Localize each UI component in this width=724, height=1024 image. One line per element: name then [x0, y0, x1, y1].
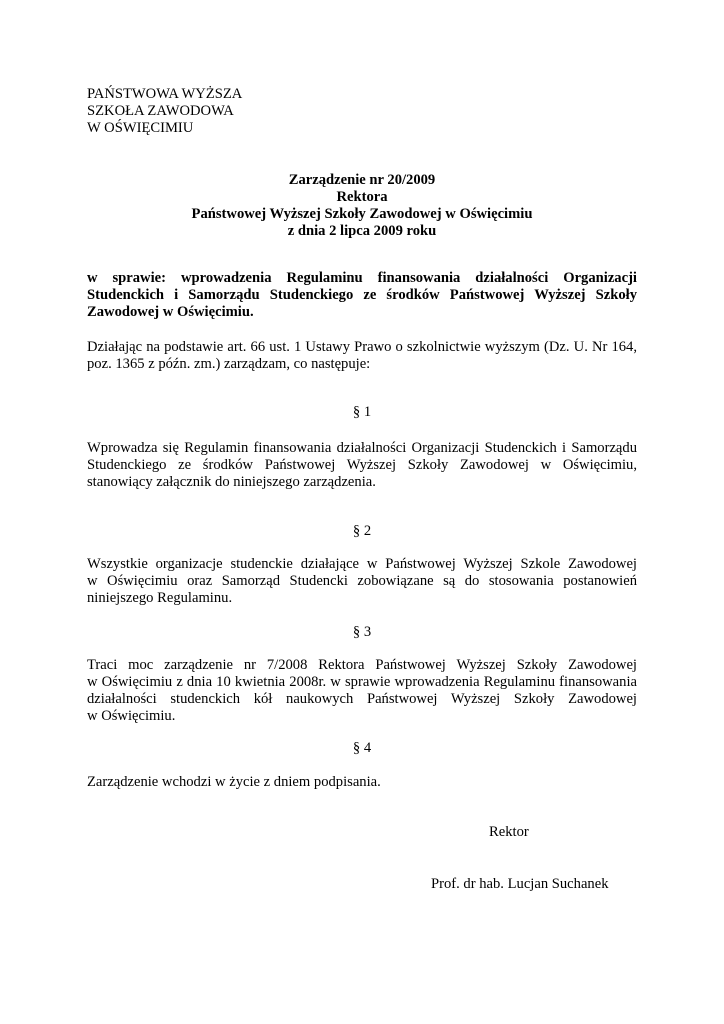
section-heading: § 1 — [352, 404, 372, 420]
subject-line: w sprawie: wprowadzenia Regulaminu finansowania działalności Organizacji — [87, 270, 637, 286]
section-heading: § 2 — [352, 523, 372, 539]
section-heading: § 4 — [352, 740, 372, 756]
section-line: w Oświęcimiu z dnia 10 kwietnia 2008r. w sprawie wprowadzenia Regulaminu finansowania — [87, 674, 637, 690]
legal-basis-line: poz. 1365 z późn. zm.) zarządzam, co następuje: — [87, 356, 371, 372]
subject-line: Zawodowej w Oświęcimiu. — [87, 304, 254, 320]
section-line: niniejszego Regulaminu. — [87, 590, 233, 606]
institution-line: W OŚWIĘCIMIU — [87, 120, 194, 136]
section-line: działalności studenckich kół naukowych Państwowej Wyższej Szkoły Zawodowej — [87, 691, 637, 707]
section-line: stanowiący załącznik do niniejszego zarządzenia. — [87, 474, 376, 490]
document-title — [87, 172, 637, 240]
title-line: Państwowej Wyższej Szkoły Zawodowej w Oświęcimiu — [191, 206, 533, 222]
subject-line: Studenckich i Samorządu Studenckiego ze środków Państwowej Wyższej Szkoły — [87, 287, 637, 303]
section-paragraph — [87, 556, 637, 607]
legal-basis-paragraph — [87, 339, 637, 373]
title-line: Rektora — [336, 189, 388, 205]
section-heading: § 3 — [352, 624, 372, 640]
section-paragraph — [87, 440, 637, 491]
subject-paragraph — [87, 270, 637, 321]
section-line: Zarządzenie wchodzi w życie z dniem podpisania. — [87, 774, 381, 790]
signature-name: Prof. dr hab. Lucjan Suchanek — [431, 876, 609, 892]
institution-header — [87, 86, 242, 137]
section-line: w Oświęcimiu oraz Samorząd Studencki zobowiązane są do stosowania postanowień — [87, 573, 637, 589]
section-line: Wszystkie organizacje studenckie działające w Państwowej Wyższej Szkole Zawodowej — [87, 556, 637, 572]
title-line: Zarządzenie nr 20/2009 — [288, 172, 436, 188]
signature-title: Rektor — [489, 824, 529, 840]
section-line: Studenckiego ze środków Państwowej Wyższej Szkoły Zawodowej w Oświęcimiu, — [87, 457, 637, 473]
institution-line: SZKOŁA ZAWODOWA — [87, 103, 234, 119]
section-paragraph — [87, 774, 381, 791]
section-line: Wprowadza się Regulamin finansowania działalności Organizacji Studenckich i Samorządu — [87, 440, 637, 456]
section-paragraph — [87, 657, 637, 725]
title-line: z dnia 2 lipca 2009 roku — [287, 223, 437, 239]
legal-basis-line: Działając na podstawie art. 66 ust. 1 Ustawy Prawo o szkolnictwie wyższym (Dz. U. Nr 164, — [87, 339, 637, 355]
section-line: Traci moc zarządzenie nr 7/2008 Rektora Państwowej Wyższej Szkoły Zawodowej — [87, 657, 637, 673]
institution-line: PAŃSTWOWA WYŻSZA — [87, 86, 243, 102]
section-line: w Oświęcimiu. — [87, 708, 176, 724]
